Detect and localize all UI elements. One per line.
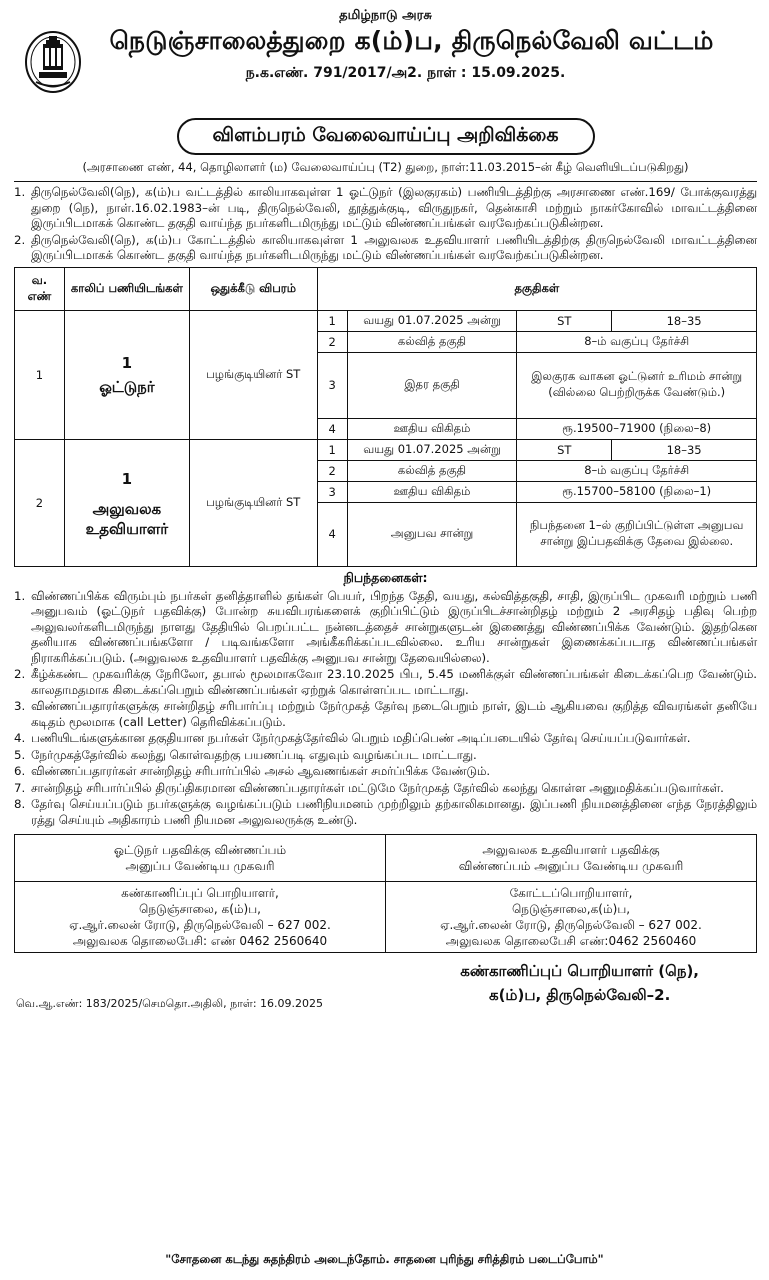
header-sno: வ. எண் (15, 267, 65, 310)
row-reservation: பழங்குடியினர் ST (189, 439, 317, 566)
condition-item (14, 731, 757, 747)
post-name: ஓட்டுநர் (99, 377, 155, 396)
left-address-heading (15, 835, 386, 882)
condition-text: விண்ணப்பதாரர்கள் சான்றிதழ் சரிபார்ப்பில் அசல் ஆவணங்கள் சமர்ப்பிக்க வேண்டும். (31, 764, 491, 778)
tn-emblem-icon (24, 30, 82, 94)
intro-text: திருநெல்வேலி(நெ), க(ம்)ப கோட்டத்தில் காலியாகவுள்ள 1 அலுவலக உதவியாளர் பணியிடத்திற்கு திருநெல்வேலி மாவட்டத்தினை இருப்பிடமாகக் கொண்ட தகுதி வாய்ந்த நபர்களிடமிருந்து மட்டும் விண்ணப்பங்கள் வரவேற்கப்படுகின்றன. (31, 232, 757, 262)
condition-text: நேர்முகத்தேர்வில் கலந்து கொள்வதற்கு பயணப்படி எதுவும் வழங்கப்பட மாட்டாது. (31, 747, 477, 762)
signature-line: கண்காணிப்புப் பொறியாளர் (நெ), (460, 962, 699, 980)
table-row (15, 310, 757, 331)
header-post: காலிப் பணியிடங்கள் (64, 267, 189, 310)
row-post (64, 310, 189, 439)
qual-num: 3 (317, 352, 347, 418)
address-line: நெடுஞ்சாலை, க(ம்)ப, (139, 902, 261, 916)
qual-num: 4 (317, 418, 347, 439)
intro-num: 2. (14, 232, 26, 247)
post-name: அலுவலக உதவியாளர் (85, 499, 169, 538)
condition-item (14, 781, 757, 797)
intro-text: திருநெல்வேலி(நெ), க(ம்)ப வட்டத்தில் காலியாகவுள்ள 1 ஓட்டுநர் (இலகுரகம்) பணியிடத்திற்கு அரசாணை எண்.169/ போக்குவரத்து துறை (நெ), நாள்.16.02.1983–ன் படி, திருநெல்வேலி, தூத்துக்குடி, விருதுநகர், தென்காசி மற்றும் நாகர்கோவில் மாவட்டத்தினை இருப்பிடமாகக் கொண்ட தகுதி வாய்ந்த நபர்களிடமிருந்து மட்டும் விண்ணப்பங்கள் வரவேற்கப்படுகின்றன. (31, 185, 757, 230)
reference-number: ந.க.எண். 791/2017/அ2. நாள் : 15.09.2025. (245, 65, 566, 81)
qual-value: ரூ.19500–71900 (நிலை–8) (517, 418, 757, 439)
condition-text: பணியிடங்களுக்கான தகுதியான நபர்கள் நேர்முகத்தேர்வில் பெறும் மதிப்பெண் அடிப்படையில் தேர்வு செய்யப்படுவார்கள். (31, 731, 691, 745)
condition-item (14, 748, 757, 764)
qual-label: அனுபவ சான்று (347, 502, 517, 566)
header (14, 8, 757, 114)
qual-value: 8–ம் வகுப்பு தேர்ச்சி (517, 331, 757, 352)
address-line: ஏ.ஆர்.லைன் ரோடு, திருநெல்வேலி – 627 002. (69, 918, 331, 932)
qual-num: 3 (317, 481, 347, 502)
condition-item (14, 764, 757, 780)
condition-text: கீழ்க்கண்ட முகவரிக்கு நேரிலோ, தபால் மூலமாகவோ 23.10.2025 பிப, 5.45 மணிக்குள் விண்ணப்பங்கள் கிடைக்கப்பெற வேண்டும். காலதாமதமாக கிடைக்கப்பெறும் விண்ணப்பங்கள் ஏற்றுக் கொள்ளப்பட மாட்டாது. (31, 667, 757, 697)
left-address (15, 882, 386, 953)
condition-num: 1. (14, 588, 26, 603)
table-header-row (15, 267, 757, 310)
condition-num: 8. (14, 797, 26, 811)
qual-label: வயது 01.07.2025 அன்று (347, 310, 517, 331)
row-post (64, 439, 189, 566)
qual-num: 2 (317, 460, 347, 481)
address-table (14, 834, 757, 953)
qual-category: ST (517, 439, 612, 460)
slogan: "சோதனை கடந்து சுதந்திரம் அடைந்தோம். சாதனை புரிந்து சரித்திரம் படைப்போம்" (165, 1252, 604, 1266)
qual-label: கல்வித் தகுதி (347, 460, 517, 481)
condition-num: 5. (14, 747, 26, 762)
qual-value: இலகுரக வாகன ஓட்டுனர் உரிமம் சான்று (வில்லை பெற்றிருக்க வேண்டும்.) (517, 352, 757, 418)
address-line: நெடுஞ்சாலை,க(ம்)ப, (511, 902, 631, 916)
qual-age-range: 18–35 (612, 310, 757, 331)
condition-text: சான்றிதழ் சரிபார்ப்பில் திருப்திகரமான விண்ணப்பதாரர்கள் மட்டுமே நேர்முகத் தேர்வில் கலந்து கொள்ள அனுமதிக்கப்படுவார்கள். (31, 780, 724, 795)
row-reservation: பழங்குடியினர் ST (189, 310, 317, 439)
row-sno: 2 (15, 439, 65, 566)
condition-item (14, 699, 757, 730)
condition-num: 7. (14, 780, 26, 795)
table-row (15, 439, 757, 460)
intro-list (14, 185, 757, 264)
qual-label: ஊதிய விகிதம் (347, 418, 517, 439)
condition-text: விண்ணப்பிக்க விரும்பும் நபர்கள் தனித்தாளில் தங்கள் பெயர், பிறந்த தேதி, வயது, கல்வித்தகுதி, சாதி, இருப்பிட முகவரி மற்றும் பணி அனுபவம் (ஓட்டுநர் பதவிக்கு) போன்ற சுயவிபரங்களைக் குறிப்பிட்டும் இருப்பிடச்சான்றிதழ் மற்றும் 2 அரசிதழ் பதிவு பெற்ற அலுவலர்களிடமிருந்து நாளது தேதியில் பெறப்பட்ட நன்னடத்தைச் சான்றுகளுடன் இணைத்து விண்ணப்பிக்க வேண்டும். இதற்கென தனியாக விண்ணப்பங்களோ / படிவங்களோ அங்கீகரிக்கப்படவில்லை. உரிய சான்றுகள் இணைக்கப்படாத விண்ணப்பங்கள் நிராகரிக்கப்படும். (அலுவலக உதவியாளர் பதவிக்கு அனுபவ சான்று தேவையில்லை). (31, 588, 757, 665)
row-sno: 1 (15, 310, 65, 439)
condition-num: 2. (14, 667, 26, 681)
right-address (386, 882, 757, 953)
condition-num: 3. (14, 699, 26, 713)
title-banner (14, 118, 757, 155)
vacancy-table (14, 267, 757, 567)
qual-age-range: 18–35 (612, 439, 757, 460)
address-phone: அலுவலக தொலைபேசி எண்:0462 2560460 (445, 934, 697, 948)
condition-item (14, 667, 757, 698)
address-line: கண்காணிப்புப் பொறியாளர், (121, 886, 279, 900)
divider (14, 181, 757, 182)
signature-block (14, 959, 757, 1019)
conditions-title: நிபந்தனைகள்: (343, 569, 428, 585)
condition-text: விண்ணப்பதாரர்களுக்கு சான்றிதழ் சரிபார்ப்பு மற்றும் நேர்முகத் தேர்வு நடைபெறும் நாள், இடம் ஆகியவை குறித்த விவரங்கள் தனியே கடிதம் மூலமாக (call Letter) தெரிவிக்கப்படும். (31, 699, 757, 729)
qual-label: இதர தகுதி (347, 352, 517, 418)
qual-num: 1 (317, 310, 347, 331)
qual-value: 8–ம் வகுப்பு தேர்ச்சி (517, 460, 757, 481)
address-phone: அலுவலக தொலைபேசி: எண் 0462 2560640 (72, 934, 328, 948)
address-heading-row (15, 835, 757, 882)
qual-category: ST (517, 310, 612, 331)
conditions-list (14, 589, 757, 829)
right-heading-line: விண்ணப்பம் அனுப்ப வேண்டிய முகவரி (458, 859, 684, 873)
condition-num: 4. (14, 731, 26, 745)
address-body-row (15, 882, 757, 953)
intro-item (14, 185, 757, 232)
footer-reference: வெ.ஆ.எண்: 183/2025/செமதொ.அதிலி, நாள்: 16.09.2025 (16, 997, 324, 1010)
qual-value: நிபந்தனை 1–ல் குறிப்பிட்டுள்ள அனுபவ சான்று இப்பதவிக்கு தேவை இல்லை. (517, 502, 757, 566)
left-heading-line: ஓட்டுநர் பதவிக்கு விண்ணப்பம் (113, 843, 287, 857)
qual-value: ரூ.15700–58100 (நிலை–1) (517, 481, 757, 502)
go-subline: (அரசாணை எண், 44, தொழிலாளர் (ம) வேலைவாய்ப்பு (T2) துறை, நாள்:11.03.2015–ன் கீழ் வெளியிடப்படுகிறது) (82, 160, 689, 174)
address-line: கோட்டப்பொறியாளர், (509, 886, 633, 900)
condition-item (14, 797, 757, 828)
right-heading-line: அலுவலக உதவியாளர் பதவிக்கு (482, 843, 660, 857)
post-count: 1 (121, 353, 133, 372)
notice-title: விளம்பரம் வேலைவாய்ப்பு அறிவிக்கை (177, 118, 595, 155)
header-qualifications: தகுதிகள் (317, 267, 756, 310)
condition-text: தேர்வு செய்யப்படும் நபர்களுக்கு வழங்கப்படும் பணிநியமனம் முற்றிலும் தற்காலிகமானது. இப்பணி நியமனத்தினை எந்த நேரத்திலும் ரத்து செய்யும் அதிகாரம் பணி நியமன அலுவலருக்கு உண்டு. (31, 797, 757, 827)
department-name: நெடுஞ்சாலைத்துறை க(ம்)ப, திருநெல்வேலி வட்டம் (109, 26, 714, 55)
intro-item (14, 233, 757, 264)
address-line: ஏ.ஆர்.லைன் ரோடு, திருநெல்வேலி – 627 002. (440, 918, 702, 932)
header-reservation: ஒதுக்கீடு விபரம் (189, 267, 317, 310)
qual-num: 1 (317, 439, 347, 460)
signature (460, 959, 699, 1007)
qual-label: ஊதிய விகிதம் (347, 481, 517, 502)
right-address-heading (386, 835, 757, 882)
signature-line: க(ம்)ப, திருநெல்வேலி–2. (488, 986, 671, 1004)
qual-label: கல்வித் தகுதி (347, 331, 517, 352)
condition-num: 6. (14, 764, 26, 778)
qual-label: வயது 01.07.2025 அன்று (347, 439, 517, 460)
qual-num: 4 (317, 502, 347, 566)
post-count: 1 (121, 469, 133, 488)
government-name: தமிழ்நாடு அரசு (339, 8, 432, 23)
qual-num: 2 (317, 331, 347, 352)
condition-item (14, 589, 757, 667)
intro-num: 1. (14, 185, 26, 199)
left-heading-line: அனுப்ப வேண்டிய முகவரி (125, 859, 275, 873)
